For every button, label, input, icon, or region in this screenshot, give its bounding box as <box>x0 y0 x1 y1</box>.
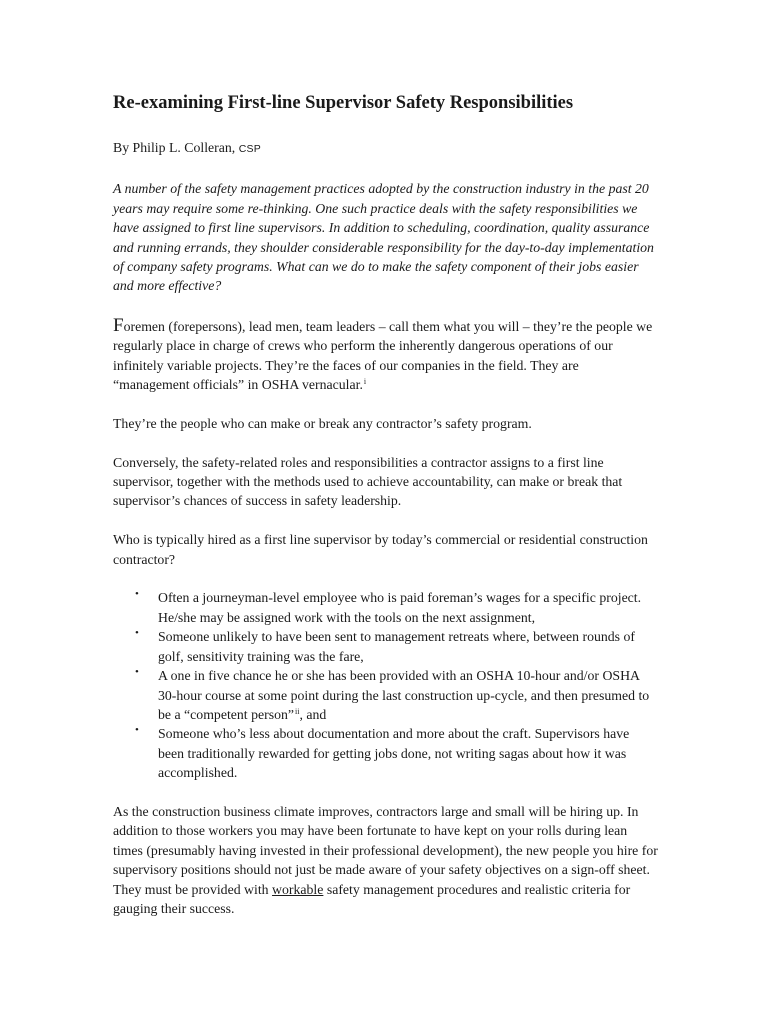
footnote-ref-ii[interactable]: ii <box>295 706 300 716</box>
list-item-text: Someone unlikely to have been sent to management retreats where, between rounds of golf, sensitivity training was the fare, <box>158 629 635 664</box>
paragraph-4: Who is typically hired as a first line supervisor by today’s commercial or residential construction contractor? <box>113 532 648 567</box>
paragraph-5 <box>113 802 658 918</box>
emphasized-word: workable <box>272 881 324 897</box>
bullet-icon: • <box>135 588 139 601</box>
author-credential: CSP <box>238 143 261 155</box>
list-item <box>113 588 658 627</box>
paragraph-5-text-end: safety management procedures and realistic criteria for gauging their success. <box>113 881 631 916</box>
byline <box>113 138 658 159</box>
footnote-ref-i[interactable]: i <box>363 377 367 387</box>
drop-cap: F <box>113 314 124 336</box>
bullet-icon: • <box>135 627 139 640</box>
paragraph-5-text: As the construction business climate improves, contractors large and small will be hiring up. In addition to those workers you may have been fortunate to have kept on your rolls during lean times (presumably having invested in their professional development), the new people you hire for supervisory positions should not just be made aware of your safety objectives on a sign-off sheet. They must be provided with <box>113 803 658 897</box>
list-item <box>113 724 658 782</box>
bullet-icon: • <box>135 666 139 679</box>
intro-paragraph <box>113 316 658 395</box>
list-item-text: Often a journeyman-level employee who is paid foreman’s wages for a specific project. He/she may be assigned work with the tools on the next assignment, <box>158 590 642 625</box>
list-item-text-tail: , and <box>299 706 327 722</box>
article-abstract: A number of the safety management practices adopted by the construction industry in the past 20 years may require some re-thinking. One such practice deals with the safety responsibilities we have assigned to first line supervisors. In addition to scheduling, coordination, quality assurance and running errands, they shoulder considerable responsibility for the day-to-day implementation of company safety programs. What can we do to make the safety component of their jobs easier and more effective? <box>113 181 654 294</box>
intro-text: oremen (forepersons), lead men, team leaders – call them what you will – they’re the people we regularly place in charge of crews who perform the inherently dangerous operations of our infinitely variable projects. They’re the faces of our companies in the field. They are “management officials” in OSHA vernacular. <box>113 318 653 393</box>
supervisor-profile-list <box>113 588 658 782</box>
author-name: By Philip L. Colleran, <box>113 140 239 155</box>
list-item <box>113 627 658 666</box>
bullet-icon: • <box>135 724 139 737</box>
list-item-text: A one in five chance he or she has been provided with an OSHA 10-hour and/or OSHA 30-hour course at some point during the last construction up-cycle, and then presumed to be a “competent person” <box>158 668 650 722</box>
list-item <box>113 666 658 724</box>
document-page <box>113 92 658 938</box>
paragraph-3: Conversely, the safety-related roles and responsibilities a contractor assigns to a first line supervisor, together with the methods used to achieve accountability, can make or break that supervisor’s chances of success in safety leadership. <box>113 454 623 509</box>
article-title: Re-examining First-line Supervisor Safety Responsibilities <box>113 93 574 113</box>
list-item-text: Someone who’s less about documentation and more about the craft. Supervisors have been traditionally rewarded for getting jobs done, not writing sagas about how it was accomplished. <box>158 726 630 781</box>
paragraph-2: They’re the people who can make or break any contractor’s safety program. <box>113 415 532 431</box>
